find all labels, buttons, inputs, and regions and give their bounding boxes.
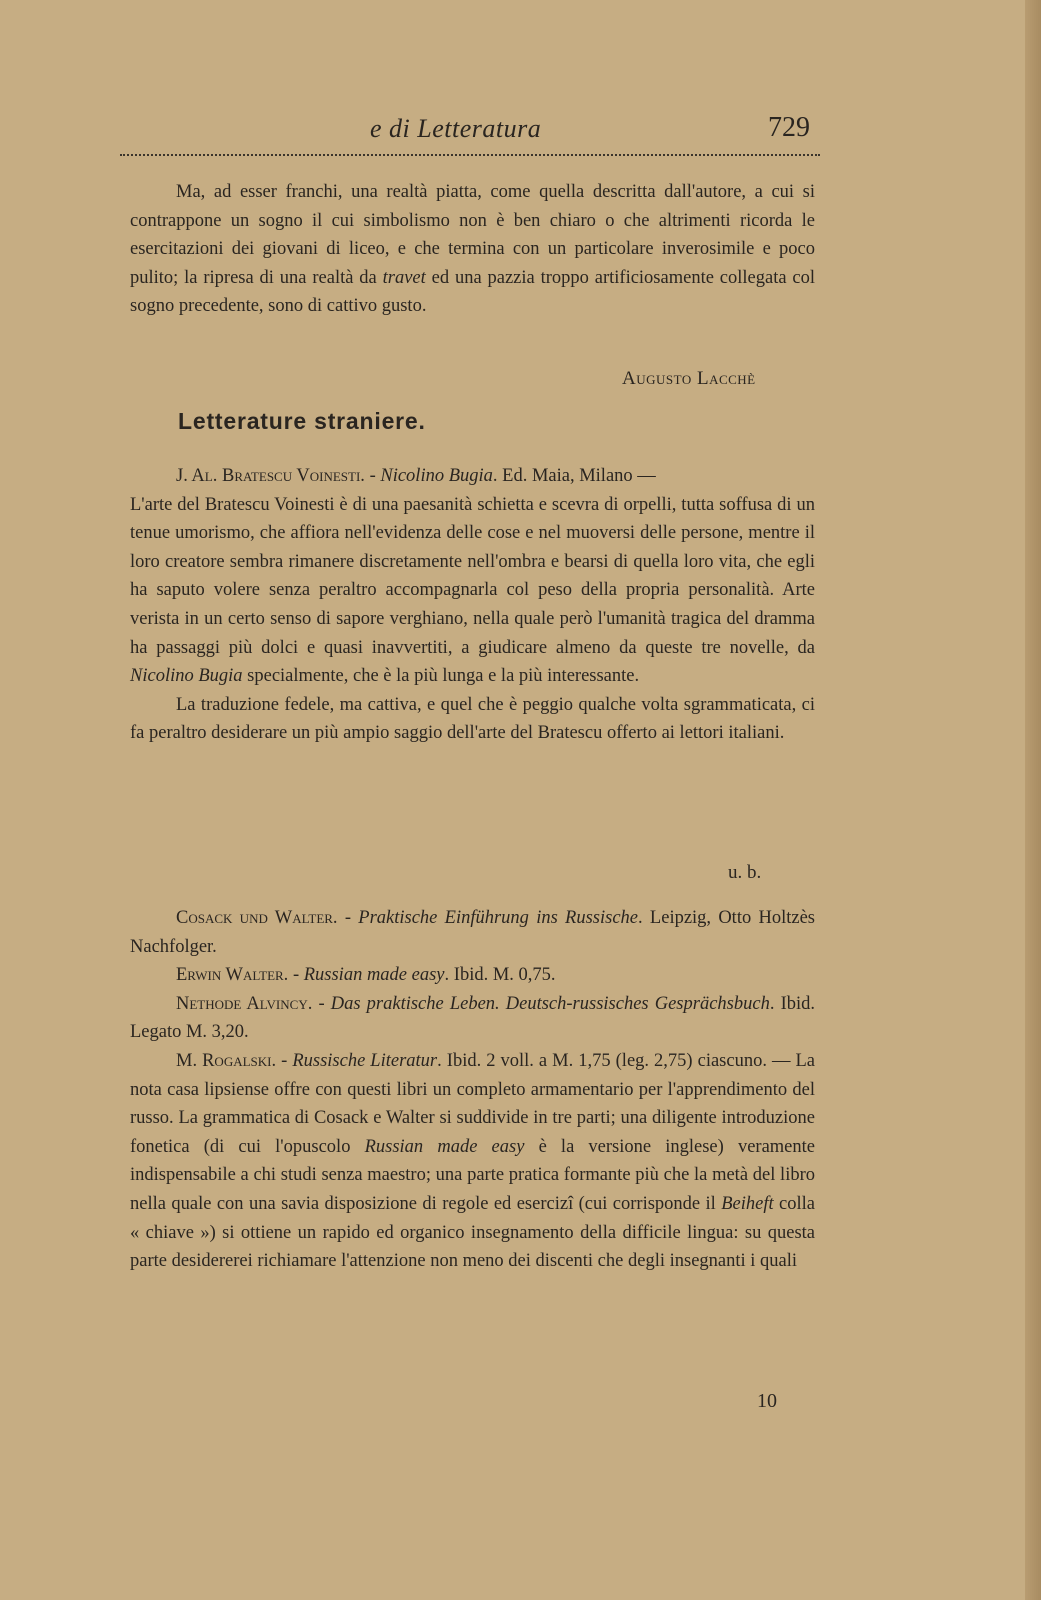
reviewer-initials: u. b. — [728, 862, 762, 883]
author: Cosack und Walter. — [176, 908, 338, 928]
text: è la versione inglese) veramente indispensabile a chi studi senza maestro; una parte pratica formante più che la metà del libro nella quale con una savia disposizione di regole ed esercizî (cui corrisponde il — [130, 1136, 815, 1214]
text: . Ibid. Legato M. 3,20. — [130, 993, 815, 1043]
signature-mark: 10 — [757, 1390, 777, 1412]
review-2 — [130, 462, 815, 748]
text: ed una pazzia troppo artificiosamente collegata col sogno precedente, sono di cattivo gusto. — [130, 267, 815, 317]
text: . Ibid. M. 0,75. — [444, 965, 556, 986]
book-title: Russian made easy — [303, 965, 445, 986]
review-3 — [130, 904, 815, 1276]
text: colla « chiave ») si ottiene un rapido ed organico insegnamento della difficile lingua: su questa parte desidererei richiamare l'attenzione non meno dei discenti che degli insegnanti i quali — [130, 1193, 816, 1272]
author: J. Al. Bratescu Voinesti. — [176, 466, 365, 486]
publisher: . Ed. Maia, Milano — — [492, 466, 656, 486]
text: L'arte del Bratescu Voinesti è di una paesanità schietta e scevra di orpelli, tutta soffusa di un tenue umorismo, che affiora nell'evidenza delle cose e nel muoversi delle persone, mentre il loro creatore sembra rimanere discretamente nell'ombra e bearsi di quella loro vita, che egli ha saputo volere senza peraltro accompagnarla col peso della propria personalità. Arte verista in un certo senso di sapore verghiano, nella quale però l'umanità tragica del dramma ha passaggi più dolci e quasi inavvertiti, a giudicare almeno da queste tre novelle, da — [130, 494, 815, 658]
book-title: Das praktische Leben. Deutsch-russisches Gesprächsbuch — [330, 993, 770, 1014]
section-heading: Letterature straniere. — [178, 408, 426, 434]
paragraph — [130, 1047, 815, 1276]
italic-text: travet — [382, 267, 426, 288]
book-title: Nicolino Bugia — [380, 466, 493, 486]
paragraph — [130, 491, 815, 691]
author: Erwin Walter. — [176, 965, 289, 986]
italic-text: Russian made easy — [364, 1136, 525, 1157]
text: . Leipzig, Otto Holtzès Nachfolger. — [130, 908, 815, 957]
separator: - — [288, 965, 304, 986]
review-paragraph-1 — [130, 178, 815, 321]
italic-text: Beiheft — [721, 1193, 774, 1214]
header-rule — [120, 154, 820, 156]
book-title: Praktische Einführung ins Russische — [358, 908, 639, 928]
running-header — [120, 108, 820, 148]
citation — [130, 961, 815, 990]
separator: - — [312, 993, 331, 1014]
book-title: Russische Literatur — [292, 1050, 438, 1071]
separator: - — [337, 908, 359, 928]
page-number: 729 — [768, 112, 810, 143]
separator: - — [364, 466, 381, 486]
author: M. Rogalski. — [176, 1050, 277, 1071]
running-title: e di Letteratura — [370, 114, 542, 143]
page-edge — [1025, 0, 1041, 1600]
citation — [130, 462, 815, 491]
paragraph — [130, 178, 815, 321]
paragraph: La traduzione fedele, ma cattiva, e quel che è peggio qualche volta sgrammaticata, ci fa peraltro desiderare un più ampio saggio dell'arte del Bratescu offerto ai lettori italiani. — [130, 694, 815, 744]
review-signature: Augusto Lacchè — [622, 368, 756, 389]
citation — [130, 990, 815, 1047]
text: . Ibid. 2 voll. a M. 1,75 (leg. 2,75) ciascuno. — La nota casa lipsiense offre con questi libri un completo armamentario per l'apprendimento del russo. La grammatica di Cosack e Walter si suddivide in tre parti; una diligente introduzione fonetica (di cui l'opuscolo — [130, 1050, 816, 1157]
text: Ma, ad esser franchi, una realtà piatta, come quella descritta dall'autore, a cui si contrappone un sogno il cui simbolismo non è ben chiaro o che altrimenti ricorda le esercitazioni dei giovani di liceo, e che termina con un particolare inverosimile e poco pulito; la ripresa di una realtà da — [130, 182, 815, 288]
citation — [130, 904, 815, 961]
separator: - — [276, 1050, 293, 1071]
author: Nethode Alvincy. — [176, 993, 313, 1014]
text: specialmente, che è la più lunga e la più interessante. — [242, 666, 640, 687]
italic-text: Nicolino Bugia — [130, 666, 243, 687]
